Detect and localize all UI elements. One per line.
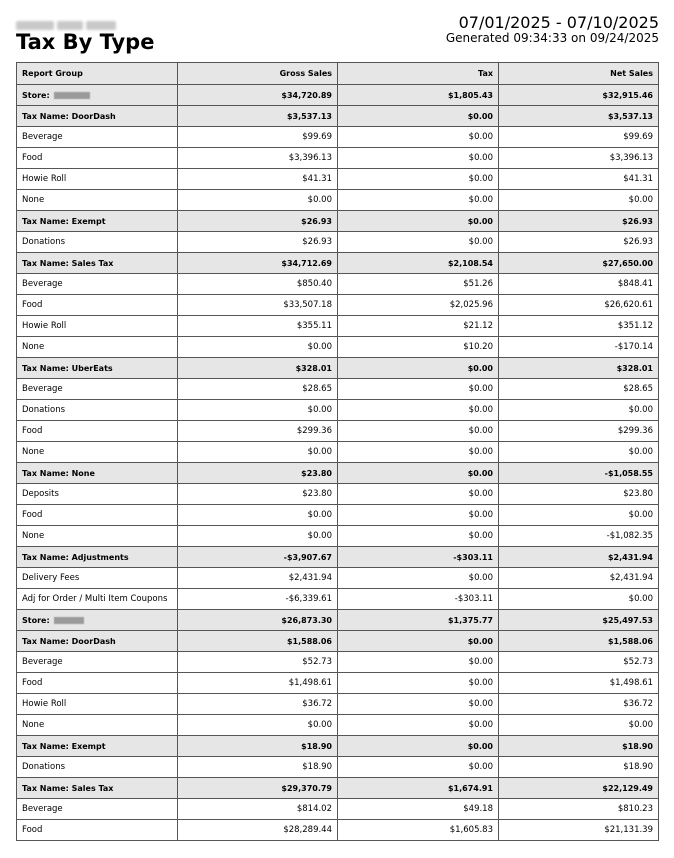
redacted-store-name	[54, 617, 84, 624]
report-group-label: Food	[22, 510, 43, 520]
report-group-cell	[17, 757, 178, 778]
report-group-label: Store:	[22, 90, 50, 100]
tax-cell: $1,375.77	[338, 610, 499, 631]
gross-sales-cell: $355.11	[178, 316, 338, 337]
report-group-cell	[17, 631, 178, 652]
redacted-store-name	[54, 92, 90, 99]
net-sales-cell: $0.00	[499, 715, 659, 736]
tax-cell: $0.00	[338, 736, 499, 757]
gross-sales-cell: $1,498.61	[178, 673, 338, 694]
table-row	[17, 169, 659, 190]
tax-name-row	[17, 631, 659, 652]
gross-sales-cell: $0.00	[178, 190, 338, 211]
report-group-cell	[17, 442, 178, 463]
net-sales-cell: $2,431.94	[499, 547, 659, 568]
gross-sales-cell: $23.80	[178, 463, 338, 484]
gross-sales-cell: $328.01	[178, 358, 338, 379]
gross-sales-cell: $2,431.94	[178, 568, 338, 589]
gross-sales-cell: $33,507.18	[178, 295, 338, 316]
report-group-cell	[17, 484, 178, 505]
tax-cell: $0.00	[338, 106, 499, 127]
report-date-range: 07/01/2025 - 07/10/2025	[458, 13, 659, 32]
gross-sales-cell: $0.00	[178, 505, 338, 526]
table-row	[17, 400, 659, 421]
report-group-cell	[17, 547, 178, 568]
report-group-label: Tax Name: Exempt	[22, 741, 106, 751]
table-row	[17, 757, 659, 778]
report-group-cell	[17, 610, 178, 631]
tax-name-row	[17, 253, 659, 274]
gross-sales-cell: $18.90	[178, 757, 338, 778]
report-group-label: Tax Name: Adjustments	[22, 552, 129, 562]
tax-cell: $21.12	[338, 316, 499, 337]
redacted-business-name	[16, 17, 120, 30]
gross-sales-cell: $26,873.30	[178, 610, 338, 631]
report-group-cell	[17, 358, 178, 379]
gross-sales-cell: $34,712.69	[178, 253, 338, 274]
tax-name-row	[17, 778, 659, 799]
report-group-cell	[17, 253, 178, 274]
report-group-cell	[17, 820, 178, 841]
report-group-label: Tax Name: Exempt	[22, 216, 106, 226]
gross-sales-cell: $29,370.79	[178, 778, 338, 799]
gross-sales-cell: $0.00	[178, 337, 338, 358]
gross-sales-cell: $3,537.13	[178, 106, 338, 127]
tax-name-row	[17, 106, 659, 127]
report-group-label: Food	[22, 678, 43, 688]
table-body	[17, 85, 659, 841]
column-header-gross-sales: Gross Sales	[178, 63, 338, 85]
gross-sales-cell: $26.93	[178, 211, 338, 232]
table-row	[17, 295, 659, 316]
tax-cell: $10.20	[338, 337, 499, 358]
tax-cell: $0.00	[338, 211, 499, 232]
tax-cell: $2,025.96	[338, 295, 499, 316]
report-group-label: Tax Name: None	[22, 468, 95, 478]
gross-sales-cell: $34,720.89	[178, 85, 338, 106]
table-row	[17, 148, 659, 169]
report-group-label: None	[22, 720, 45, 730]
net-sales-cell: $3,537.13	[499, 106, 659, 127]
gross-sales-cell: $0.00	[178, 442, 338, 463]
net-sales-cell: $23.80	[499, 484, 659, 505]
report-group-cell	[17, 589, 178, 610]
report-group-cell	[17, 295, 178, 316]
column-header-tax: Tax	[338, 63, 499, 85]
gross-sales-cell: $52.73	[178, 652, 338, 673]
report-title: Tax By Type	[16, 30, 155, 54]
table-row	[17, 526, 659, 547]
net-sales-cell: -$1,058.55	[499, 463, 659, 484]
tax-cell: $0.00	[338, 421, 499, 442]
report-group-label: Howie Roll	[22, 174, 67, 184]
tax-cell: $0.00	[338, 379, 499, 400]
net-sales-cell: $2,431.94	[499, 568, 659, 589]
report-group-label: Beverage	[22, 384, 63, 394]
net-sales-cell: $22,129.49	[499, 778, 659, 799]
tax-cell: $0.00	[338, 169, 499, 190]
net-sales-cell: $27,650.00	[499, 253, 659, 274]
report-group-label: Tax Name: Sales Tax	[22, 258, 114, 268]
net-sales-cell: $52.73	[499, 652, 659, 673]
net-sales-cell: $26.93	[499, 211, 659, 232]
report-group-label: Beverage	[22, 657, 63, 667]
column-header-report-group: Report Group	[17, 63, 178, 85]
report-group-label: Donations	[22, 237, 66, 247]
report-generated-timestamp: Generated 09:34:33 on 09/24/2025	[445, 31, 659, 45]
tax-cell: $0.00	[338, 568, 499, 589]
tax-cell: $0.00	[338, 400, 499, 421]
report-group-cell	[17, 526, 178, 547]
report-group-cell	[17, 652, 178, 673]
net-sales-cell: $3,396.13	[499, 148, 659, 169]
gross-sales-cell: $99.69	[178, 127, 338, 148]
gross-sales-cell: $0.00	[178, 400, 338, 421]
report-group-cell	[17, 190, 178, 211]
tax-cell: $2,108.54	[338, 253, 499, 274]
gross-sales-cell: $1,588.06	[178, 631, 338, 652]
report-group-label: Tax Name: DoorDash	[22, 636, 116, 646]
tax-cell: $0.00	[338, 463, 499, 484]
table-row	[17, 421, 659, 442]
report-group-cell	[17, 316, 178, 337]
gross-sales-cell: $3,396.13	[178, 148, 338, 169]
gross-sales-cell: $850.40	[178, 274, 338, 295]
net-sales-cell: $0.00	[499, 589, 659, 610]
report-group-cell	[17, 127, 178, 148]
report-group-label: Beverage	[22, 279, 63, 289]
net-sales-cell: -$170.14	[499, 337, 659, 358]
table-row	[17, 652, 659, 673]
tax-name-row	[17, 358, 659, 379]
tax-name-row	[17, 547, 659, 568]
table-row	[17, 127, 659, 148]
net-sales-cell: $21,131.39	[499, 820, 659, 841]
report-group-label: Deposits	[22, 489, 59, 499]
table-row	[17, 274, 659, 295]
report-group-label: None	[22, 195, 45, 205]
table-row	[17, 820, 659, 841]
report-group-cell	[17, 736, 178, 757]
table-row	[17, 505, 659, 526]
tax-cell: $1,605.83	[338, 820, 499, 841]
net-sales-cell: $848.41	[499, 274, 659, 295]
report-group-label: Beverage	[22, 804, 63, 814]
tax-cell: $0.00	[338, 652, 499, 673]
tax-name-row	[17, 211, 659, 232]
tax-cell: $49.18	[338, 799, 499, 820]
report-group-label: Food	[22, 426, 43, 436]
report-group-cell	[17, 799, 178, 820]
tax-cell: -$303.11	[338, 589, 499, 610]
table-row	[17, 337, 659, 358]
net-sales-cell: $1,588.06	[499, 631, 659, 652]
report-group-cell	[17, 778, 178, 799]
net-sales-cell: $1,498.61	[499, 673, 659, 694]
net-sales-cell: $0.00	[499, 400, 659, 421]
tax-cell: $1,805.43	[338, 85, 499, 106]
tax-cell: $0.00	[338, 526, 499, 547]
report-group-cell	[17, 148, 178, 169]
report-group-label: None	[22, 531, 45, 541]
tax-cell: $0.00	[338, 505, 499, 526]
report-group-cell	[17, 169, 178, 190]
report-group-label: Adj for Order / Multi Item Coupons	[22, 594, 168, 604]
report-group-label: Food	[22, 825, 43, 835]
report-group-label: Tax Name: DoorDash	[22, 111, 116, 121]
report-group-label: Donations	[22, 405, 66, 415]
report-group-label: Beverage	[22, 132, 63, 142]
net-sales-cell: $26.93	[499, 232, 659, 253]
tax-name-row	[17, 736, 659, 757]
tax-cell: $0.00	[338, 694, 499, 715]
report-group-cell	[17, 274, 178, 295]
report-group-cell	[17, 379, 178, 400]
report-group-label: Delivery Fees	[22, 573, 80, 583]
net-sales-cell: -$1,082.35	[499, 526, 659, 547]
tax-cell: $0.00	[338, 190, 499, 211]
column-header-net-sales: Net Sales	[499, 63, 659, 85]
gross-sales-cell: $0.00	[178, 526, 338, 547]
report-group-label: Donations	[22, 762, 66, 772]
tax-cell: $0.00	[338, 631, 499, 652]
report-group-label: Tax Name: UberEats	[22, 363, 113, 373]
report-group-cell	[17, 463, 178, 484]
net-sales-cell: $0.00	[499, 190, 659, 211]
tax-cell: $0.00	[338, 757, 499, 778]
tax-cell: $0.00	[338, 148, 499, 169]
net-sales-cell: $99.69	[499, 127, 659, 148]
net-sales-cell: $26,620.61	[499, 295, 659, 316]
gross-sales-cell: $28,289.44	[178, 820, 338, 841]
net-sales-cell: $28.65	[499, 379, 659, 400]
report-group-cell	[17, 400, 178, 421]
report-group-cell	[17, 106, 178, 127]
gross-sales-cell: -$3,907.67	[178, 547, 338, 568]
report-group-cell	[17, 421, 178, 442]
table-row	[17, 379, 659, 400]
tax-cell: $0.00	[338, 442, 499, 463]
report-group-label: None	[22, 447, 45, 457]
report-group-label: None	[22, 342, 45, 352]
table-row	[17, 715, 659, 736]
net-sales-cell: $18.90	[499, 736, 659, 757]
tax-cell: $0.00	[338, 484, 499, 505]
table-row	[17, 568, 659, 589]
report-group-cell	[17, 505, 178, 526]
gross-sales-cell: $36.72	[178, 694, 338, 715]
store-row	[17, 85, 659, 106]
report-group-cell	[17, 337, 178, 358]
report-group-label: Food	[22, 153, 43, 163]
gross-sales-cell: $23.80	[178, 484, 338, 505]
store-row	[17, 610, 659, 631]
tax-cell: $0.00	[338, 358, 499, 379]
report-group-label: Food	[22, 300, 43, 310]
gross-sales-cell: $814.02	[178, 799, 338, 820]
net-sales-cell: $36.72	[499, 694, 659, 715]
net-sales-cell: $299.36	[499, 421, 659, 442]
net-sales-cell: $0.00	[499, 505, 659, 526]
tax-cell: $0.00	[338, 673, 499, 694]
report-group-label: Store:	[22, 615, 50, 625]
table-row	[17, 484, 659, 505]
table-row	[17, 673, 659, 694]
report-group-cell	[17, 211, 178, 232]
report-group-cell	[17, 715, 178, 736]
report-group-label: Howie Roll	[22, 321, 67, 331]
table-row	[17, 694, 659, 715]
gross-sales-cell: $41.31	[178, 169, 338, 190]
tax-cell: $51.26	[338, 274, 499, 295]
gross-sales-cell: $0.00	[178, 715, 338, 736]
net-sales-cell: $18.90	[499, 757, 659, 778]
report-group-label: Howie Roll	[22, 699, 67, 709]
gross-sales-cell: -$6,339.61	[178, 589, 338, 610]
net-sales-cell: $41.31	[499, 169, 659, 190]
tax-by-type-table	[16, 62, 659, 841]
table-row	[17, 589, 659, 610]
gross-sales-cell: $28.65	[178, 379, 338, 400]
tax-cell: -$303.11	[338, 547, 499, 568]
table-row	[17, 442, 659, 463]
net-sales-cell: $810.23	[499, 799, 659, 820]
tax-name-row	[17, 463, 659, 484]
net-sales-cell: $25,497.53	[499, 610, 659, 631]
table-row	[17, 232, 659, 253]
report-group-label: Tax Name: Sales Tax	[22, 783, 114, 793]
tax-cell: $0.00	[338, 232, 499, 253]
report-group-cell	[17, 568, 178, 589]
gross-sales-cell: $26.93	[178, 232, 338, 253]
net-sales-cell: $0.00	[499, 442, 659, 463]
gross-sales-cell: $299.36	[178, 421, 338, 442]
report-group-cell	[17, 673, 178, 694]
table-row	[17, 799, 659, 820]
table-header-row	[17, 63, 659, 85]
table-row	[17, 316, 659, 337]
report-group-cell	[17, 232, 178, 253]
gross-sales-cell: $18.90	[178, 736, 338, 757]
table-row	[17, 190, 659, 211]
report-group-cell	[17, 85, 178, 106]
tax-cell: $1,674.91	[338, 778, 499, 799]
tax-cell: $0.00	[338, 127, 499, 148]
net-sales-cell: $328.01	[499, 358, 659, 379]
tax-cell: $0.00	[338, 715, 499, 736]
report-group-cell	[17, 694, 178, 715]
net-sales-cell: $32,915.46	[499, 85, 659, 106]
net-sales-cell: $351.12	[499, 316, 659, 337]
